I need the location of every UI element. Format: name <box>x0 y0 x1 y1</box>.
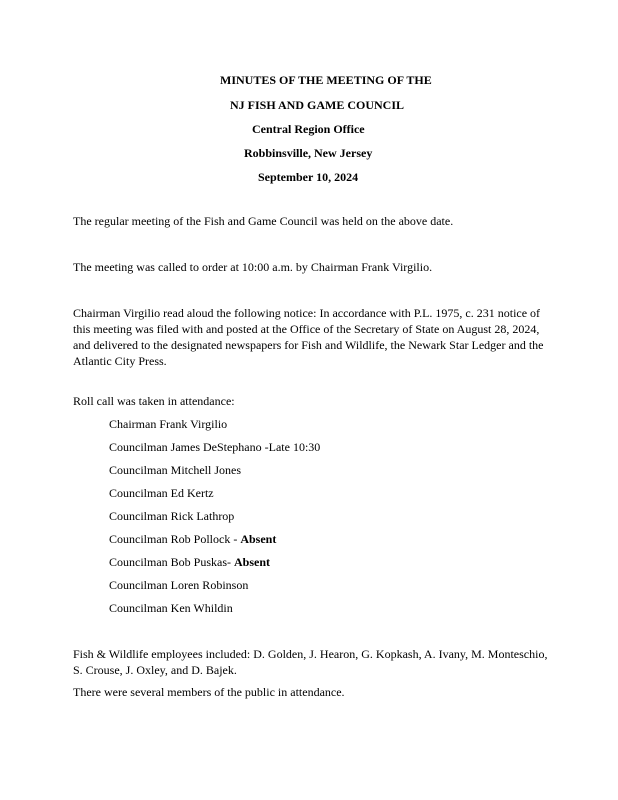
roll-item: Councilman James DeStephano -Late 10:30 <box>109 440 321 454</box>
title-line-1: MINUTES OF THE MEETING OF THE <box>220 73 432 87</box>
roll-item: Councilman Ken Whildin <box>109 601 233 615</box>
notice-line: Chairman Virgilio read aloud the following notice: In accordance with P.L. 1975, c. 231 notice of <box>73 306 541 320</box>
paragraph-public: There were several members of the public in attendance. <box>73 685 345 699</box>
paragraph-regular-meeting: The regular meeting of the Fish and Game Council was held on the above date. <box>73 214 454 228</box>
roll-item: Councilman Ed Kertz <box>109 486 214 500</box>
paragraph-called-to-order: The meeting was called to order at 10:00 a.m. by Chairman Frank Virgilio. <box>73 260 433 274</box>
roll-item: Councilman Rick Lathrop <box>109 509 235 523</box>
notice-line: this meeting was filed with and posted at the Office of the Secretary of State on August 28, 2024, <box>73 322 540 336</box>
roll-item: Councilman Bob Puskas- Absent <box>109 555 271 569</box>
employees-line: Fish & Wildlife employees included: D. Golden, J. Hearon, G. Kopkash, A. Ivany, M. Monteschio, <box>73 647 548 661</box>
absent-label: Absent <box>240 532 277 546</box>
roll-item: Councilman Mitchell Jones <box>109 463 241 477</box>
absent-label: Absent <box>234 555 271 569</box>
roll-call-intro: Roll call was taken in attendance: <box>73 394 235 408</box>
roll-item: Chairman Frank Virgilio <box>109 417 228 431</box>
paragraph-notice <box>73 305 553 369</box>
roll-item: Councilman Loren Robinson <box>109 578 249 592</box>
title-line-4: Robbinsville, New Jersey <box>244 146 373 160</box>
title-line-2: NJ FISH AND GAME COUNCIL <box>230 98 405 112</box>
notice-line: and delivered to the designated newspapers for Fish and Wildlife, the Newark Star Ledger and the <box>73 338 544 352</box>
employees-line: S. Crouse, J. Oxley, and D. Bajek. <box>73 663 237 677</box>
notice-line: Atlantic City Press. <box>73 354 167 368</box>
roll-item: Councilman Rob Pollock - Absent <box>109 532 277 546</box>
paragraph-employees <box>73 646 553 678</box>
title-date: September 10, 2024 <box>258 170 359 184</box>
title-line-3: Central Region Office <box>252 122 365 136</box>
